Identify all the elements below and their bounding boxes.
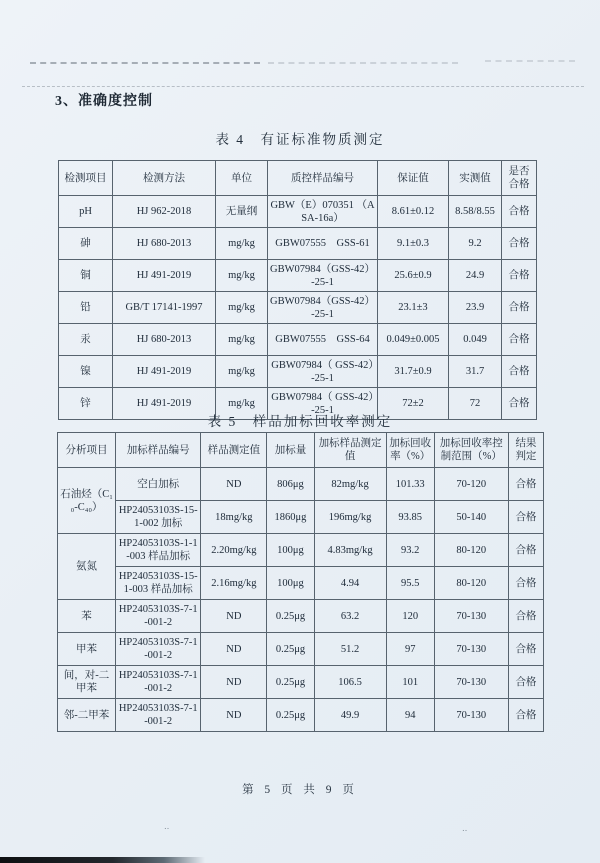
cell-sample-id: GBW07984（GSS-42）-25-1 bbox=[268, 292, 378, 324]
cell-sample-id: HP24053103S-1-1-003 样品加标 bbox=[116, 534, 201, 567]
cell-analysis-item: 间，对-二甲苯 bbox=[58, 666, 116, 699]
table4-title: 表 4 有证标准物质测定 bbox=[215, 132, 385, 147]
cell-range: 50-140 bbox=[434, 501, 508, 534]
col-header-certified-value: 保证值 bbox=[378, 161, 449, 196]
cell-spike: 1860μg bbox=[267, 501, 314, 534]
cell-recovery: 101.33 bbox=[386, 468, 434, 501]
cell-spiked-value: 4.83mg/kg bbox=[314, 534, 386, 567]
cell-recovery: 120 bbox=[386, 600, 434, 633]
cell-result: 合格 bbox=[502, 388, 537, 420]
cell-sample-id: 空白加标 bbox=[116, 468, 201, 501]
cell-sample-id: HP24053103S-7-1-001-2 bbox=[116, 699, 201, 732]
cell-certified: 8.61±0.12 bbox=[378, 196, 449, 228]
cell-sample-id: HP24053103S-7-1-001-2 bbox=[116, 633, 201, 666]
page-number-footer: 第 5 页 共 9 页 bbox=[242, 784, 358, 796]
cell-spiked-value: 82mg/kg bbox=[314, 468, 386, 501]
cell-certified: 9.1±0.3 bbox=[378, 228, 449, 260]
cell-sample-value: ND bbox=[201, 633, 267, 666]
cell-sample-id: GBW07555 GSS-64 bbox=[268, 324, 378, 356]
cell-sample-id: GBW07984（ GSS-42）-25-1 bbox=[268, 356, 378, 388]
cell-sample-id: HP24053103S-7-1-001-2 bbox=[116, 666, 201, 699]
col-header-pass: 是否合格 bbox=[502, 161, 537, 196]
cell-unit: mg/kg bbox=[216, 356, 268, 388]
cell-spike: 0.25μg bbox=[267, 666, 314, 699]
cell-result: 合格 bbox=[502, 324, 537, 356]
cell-result: 合格 bbox=[508, 468, 543, 501]
cell-item: pH bbox=[59, 196, 113, 228]
cell-spiked-value: 49.9 bbox=[314, 699, 386, 732]
cell-spiked-value: 4.94 bbox=[314, 567, 386, 600]
cell-range: 70-130 bbox=[434, 633, 508, 666]
cell-result: 合格 bbox=[508, 600, 543, 633]
col-header-spiked-value: 加标样品测定值 bbox=[314, 433, 386, 468]
cell-range: 70-120 bbox=[434, 468, 508, 501]
col-header-analysis-item: 分析项目 bbox=[58, 433, 116, 468]
cell-spiked-value: 106.5 bbox=[314, 666, 386, 699]
cell-measured: 0.049 bbox=[449, 324, 502, 356]
cell-sample-id: GBW（E）070351 （ASA-16a） bbox=[268, 196, 378, 228]
scan-artifact-dashed-line bbox=[485, 60, 575, 62]
cell-result: 合格 bbox=[502, 292, 537, 324]
table-row bbox=[59, 356, 537, 388]
cell-result: 合格 bbox=[508, 501, 543, 534]
table-row bbox=[59, 324, 537, 356]
table5-title: 表 5 样品加标回收率测定 bbox=[207, 414, 393, 429]
cell-measured: 24.9 bbox=[449, 260, 502, 292]
cell-spike: 100μg bbox=[267, 534, 314, 567]
table-row bbox=[59, 260, 537, 292]
cell-method: HJ 491-2019 bbox=[113, 260, 216, 292]
cell-measured: 9.2 bbox=[449, 228, 502, 260]
cell-result: 合格 bbox=[502, 228, 537, 260]
cell-spike: 0.25μg bbox=[267, 600, 314, 633]
cell-method: GB/T 17141-1997 bbox=[113, 292, 216, 324]
cell-result: 合格 bbox=[508, 567, 543, 600]
scan-artifact-speck: ‥ bbox=[164, 822, 171, 831]
scan-artifact-dashed-line bbox=[30, 62, 260, 64]
cell-spiked-value: 63.2 bbox=[314, 600, 386, 633]
spike-recovery-table bbox=[57, 432, 544, 732]
cell-result: 合格 bbox=[508, 666, 543, 699]
cell-measured: 31.7 bbox=[449, 356, 502, 388]
table-row bbox=[58, 666, 544, 699]
cell-sample-value: 18mg/kg bbox=[201, 501, 267, 534]
cell-recovery: 93.2 bbox=[386, 534, 434, 567]
cell-unit: mg/kg bbox=[216, 260, 268, 292]
cell-measured: 72 bbox=[449, 388, 502, 420]
cell-certified: 25.6±0.9 bbox=[378, 260, 449, 292]
col-header-recovery: 加标回收率（%） bbox=[386, 433, 434, 468]
table-row bbox=[59, 292, 537, 324]
cell-certified: 23.1±3 bbox=[378, 292, 449, 324]
table-header-row bbox=[58, 433, 544, 468]
certified-reference-material-table bbox=[58, 160, 537, 420]
cell-certified: 0.049±0.005 bbox=[378, 324, 449, 356]
cell-item: 铅 bbox=[59, 292, 113, 324]
cell-range: 80-120 bbox=[434, 534, 508, 567]
cell-recovery: 101 bbox=[386, 666, 434, 699]
cell-sample-value: ND bbox=[201, 666, 267, 699]
cell-sample-value: ND bbox=[201, 468, 267, 501]
cell-spiked-value: 196mg/kg bbox=[314, 501, 386, 534]
cell-unit: mg/kg bbox=[216, 292, 268, 324]
section-heading: 3、准确度控制 bbox=[55, 94, 153, 109]
cell-method: HJ 680-2013 bbox=[113, 228, 216, 260]
cell-spike: 806μg bbox=[267, 468, 314, 501]
cell-spiked-value: 51.2 bbox=[314, 633, 386, 666]
cell-result: 合格 bbox=[508, 534, 543, 567]
cell-result: 合格 bbox=[502, 260, 537, 292]
cell-sample-value: 2.16mg/kg bbox=[201, 567, 267, 600]
cell-sample-id: HP24053103S-15-1-002 加标 bbox=[116, 501, 201, 534]
cell-sample-value: 2.20mg/kg bbox=[201, 534, 267, 567]
cell-sample-value: ND bbox=[201, 699, 267, 732]
table-row bbox=[58, 699, 544, 732]
cell-sample-id: GBW07984（ GSS-42）-25-1 bbox=[268, 388, 378, 420]
cell-spike: 0.25μg bbox=[267, 699, 314, 732]
table-row bbox=[58, 633, 544, 666]
table-header-row bbox=[59, 161, 537, 196]
cell-sample-id: GBW07984（GSS-42）-25-1 bbox=[268, 260, 378, 292]
cell-analysis-item: 邻-二甲苯 bbox=[58, 699, 116, 732]
cell-spike: 100μg bbox=[267, 567, 314, 600]
cell-item: 汞 bbox=[59, 324, 113, 356]
col-header-unit: 单位 bbox=[216, 161, 268, 196]
cell-range: 80-120 bbox=[434, 567, 508, 600]
scan-artifact-dashed-line bbox=[268, 62, 458, 64]
col-header-recovery-range: 加标回收率控制范围（%） bbox=[434, 433, 508, 468]
cell-unit: 无量纲 bbox=[216, 196, 268, 228]
col-header-measured-value: 实测值 bbox=[449, 161, 502, 196]
cell-result: 合格 bbox=[508, 699, 543, 732]
table-row bbox=[58, 534, 544, 567]
cell-unit: mg/kg bbox=[216, 228, 268, 260]
cell-sample-id: HP24053103S-15-1-003 样品加标 bbox=[116, 567, 201, 600]
col-header-qc-sample-id: 质控样品编号 bbox=[268, 161, 378, 196]
cell-recovery: 94 bbox=[386, 699, 434, 732]
scan-artifact-speck: ‥ bbox=[462, 824, 469, 833]
cell-measured: 8.58/8.55 bbox=[449, 196, 502, 228]
cell-recovery: 93.85 bbox=[386, 501, 434, 534]
cell-analysis-item: 甲苯 bbox=[58, 633, 116, 666]
col-header-spike-amount: 加标量 bbox=[267, 433, 314, 468]
cell-method: HJ 962-2018 bbox=[113, 196, 216, 228]
cell-unit: mg/kg bbox=[216, 388, 268, 420]
cell-certified: 72±2 bbox=[378, 388, 449, 420]
cell-item: 铜 bbox=[59, 260, 113, 292]
cell-range: 70-130 bbox=[434, 666, 508, 699]
cell-sample-value: ND bbox=[201, 600, 267, 633]
table-row bbox=[58, 567, 544, 600]
cell-sample-id: GBW07555 GSS-61 bbox=[268, 228, 378, 260]
cell-item: 锌 bbox=[59, 388, 113, 420]
col-header-method: 检测方法 bbox=[113, 161, 216, 196]
cell-recovery: 97 bbox=[386, 633, 434, 666]
cell-sample-id: HP24053103S-7-1-001-2 bbox=[116, 600, 201, 633]
col-header-result: 结果判定 bbox=[508, 433, 543, 468]
cell-unit: mg/kg bbox=[216, 324, 268, 356]
scan-artifact-edge-strip bbox=[0, 857, 205, 863]
cell-item: 镍 bbox=[59, 356, 113, 388]
cell-recovery: 95.5 bbox=[386, 567, 434, 600]
cell-result: 合格 bbox=[502, 356, 537, 388]
cell-spike: 0.25μg bbox=[267, 633, 314, 666]
col-header-sample-value: 样品测定值 bbox=[201, 433, 267, 468]
cell-result: 合格 bbox=[508, 633, 543, 666]
table-row bbox=[58, 468, 544, 501]
cell-method: HJ 491-2019 bbox=[113, 356, 216, 388]
col-header-item: 检测项目 bbox=[59, 161, 113, 196]
cell-result: 合格 bbox=[502, 196, 537, 228]
table-row bbox=[58, 600, 544, 633]
scan-artifact-dashed-line bbox=[22, 86, 584, 87]
cell-method: HJ 680-2013 bbox=[113, 324, 216, 356]
cell-certified: 31.7±0.9 bbox=[378, 356, 449, 388]
cell-analysis-item: 石油烃（C₁₀-C₄₀） bbox=[58, 468, 116, 534]
cell-measured: 23.9 bbox=[449, 292, 502, 324]
table-row bbox=[58, 501, 544, 534]
cell-range: 70-130 bbox=[434, 600, 508, 633]
cell-analysis-item: 氨氮 bbox=[58, 534, 116, 600]
cell-method: HJ 491-2019 bbox=[113, 388, 216, 420]
cell-item: 砷 bbox=[59, 228, 113, 260]
table-row bbox=[59, 228, 537, 260]
col-header-spiked-sample-id: 加标样品编号 bbox=[116, 433, 201, 468]
table-row bbox=[59, 196, 537, 228]
cell-range: 70-130 bbox=[434, 699, 508, 732]
cell-analysis-item: 苯 bbox=[58, 600, 116, 633]
